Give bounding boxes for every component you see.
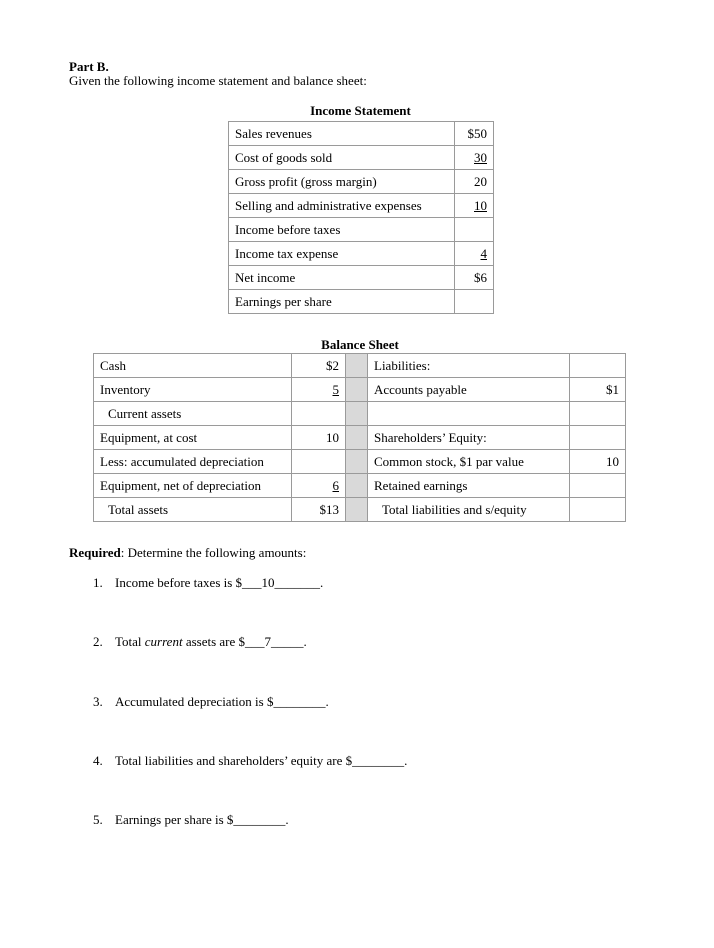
asset-value: 10: [292, 426, 346, 450]
divider-cell: [346, 402, 368, 426]
question-4: [93, 753, 407, 769]
liability-label: Shareholders’ Equity:: [368, 426, 570, 450]
asset-label: Cash: [94, 354, 292, 378]
question-emphasis: current: [144, 634, 183, 649]
table-row: [229, 266, 494, 290]
asset-label: Equipment, net of depreciation: [94, 474, 292, 498]
liability-value: [570, 474, 626, 498]
question-text-pre: Total: [115, 634, 145, 649]
liability-value: [570, 354, 626, 378]
required-heading: [69, 545, 306, 561]
asset-label: Equipment, at cost: [94, 426, 292, 450]
table-row: [94, 450, 626, 474]
row-value: [455, 218, 494, 242]
row-value: $50: [455, 122, 494, 146]
asset-value: $13: [292, 498, 346, 522]
row-label: Net income: [229, 266, 455, 290]
divider-cell: [346, 474, 368, 498]
row-label: Earnings per share: [229, 290, 455, 314]
income-statement-table: [228, 121, 494, 314]
liability-label: Common stock, $1 par value: [368, 450, 570, 474]
divider-cell: [346, 354, 368, 378]
table-row: [94, 354, 626, 378]
divider-cell: [346, 450, 368, 474]
row-label: Gross profit (gross margin): [229, 170, 455, 194]
question-number: 2.: [93, 634, 103, 649]
liability-value: [570, 402, 626, 426]
row-value: $6: [455, 266, 494, 290]
row-label: Cost of goods sold: [229, 146, 455, 170]
liability-value: [570, 426, 626, 450]
liability-label: Retained earnings: [368, 474, 570, 498]
income-statement-title: Income Statement: [310, 103, 411, 118]
balance-sheet-title: Balance Sheet: [321, 337, 399, 352]
table-row: [229, 170, 494, 194]
table-row: [229, 290, 494, 314]
table-row: [229, 146, 494, 170]
question-text: Income before taxes is $___10_______.: [115, 575, 324, 590]
intro-text: Given the following income statement and balance sheet:: [69, 73, 367, 88]
asset-value: [292, 450, 346, 474]
question-2: [93, 634, 307, 650]
table-row: [94, 474, 626, 498]
table-row: [229, 242, 494, 266]
table-row: [229, 218, 494, 242]
question-3: [93, 694, 329, 710]
row-label: Selling and administrative expenses: [229, 194, 455, 218]
table-row: [94, 498, 626, 522]
question-number: 3.: [93, 694, 103, 709]
question-5: [93, 812, 289, 828]
row-label: Income tax expense: [229, 242, 455, 266]
question-text: Total liabilities and shareholders’ equity are $________.: [115, 753, 408, 768]
question-number: 4.: [93, 753, 103, 768]
divider-cell: [346, 426, 368, 450]
table-row: [94, 402, 626, 426]
row-value: [455, 290, 494, 314]
asset-value: $2: [292, 354, 346, 378]
asset-label: Less: accumulated depreciation: [94, 450, 292, 474]
question-number: 1.: [93, 575, 103, 590]
liability-label: Total liabilities and s/equity: [368, 498, 570, 522]
liability-label: [368, 402, 570, 426]
table-row: [94, 426, 626, 450]
row-label: Income before taxes: [229, 218, 455, 242]
balance-sheet-table: [93, 353, 626, 522]
row-value: 10: [455, 194, 494, 218]
table-row: [94, 378, 626, 402]
row-value: 30: [455, 146, 494, 170]
liability-value: [570, 498, 626, 522]
table-row: [229, 194, 494, 218]
asset-label: Total assets: [94, 498, 292, 522]
asset-label: Inventory: [94, 378, 292, 402]
question-1: [93, 575, 323, 591]
question-number: 5.: [93, 812, 103, 827]
liability-value: $1: [570, 378, 626, 402]
asset-label: Current assets: [94, 402, 292, 426]
row-value: 20: [455, 170, 494, 194]
asset-value: 6: [292, 474, 346, 498]
question-text: Accumulated depreciation is $________.: [115, 694, 329, 709]
liability-value: 10: [570, 450, 626, 474]
table-row: [229, 122, 494, 146]
part-title: Part B.: [69, 59, 109, 74]
required-text: : Determine the following amounts:: [120, 545, 307, 560]
row-value: 4: [455, 242, 494, 266]
divider-cell: [346, 498, 368, 522]
row-label: Sales revenues: [229, 122, 455, 146]
divider-cell: [346, 378, 368, 402]
asset-value: [292, 402, 346, 426]
question-text-post: assets are $___7_____.: [182, 634, 307, 649]
asset-value: 5: [292, 378, 346, 402]
liability-label: Liabilities:: [368, 354, 570, 378]
required-label: Required: [69, 545, 121, 560]
question-text: Earnings per share is $________.: [115, 812, 289, 827]
liability-label: Accounts payable: [368, 378, 570, 402]
